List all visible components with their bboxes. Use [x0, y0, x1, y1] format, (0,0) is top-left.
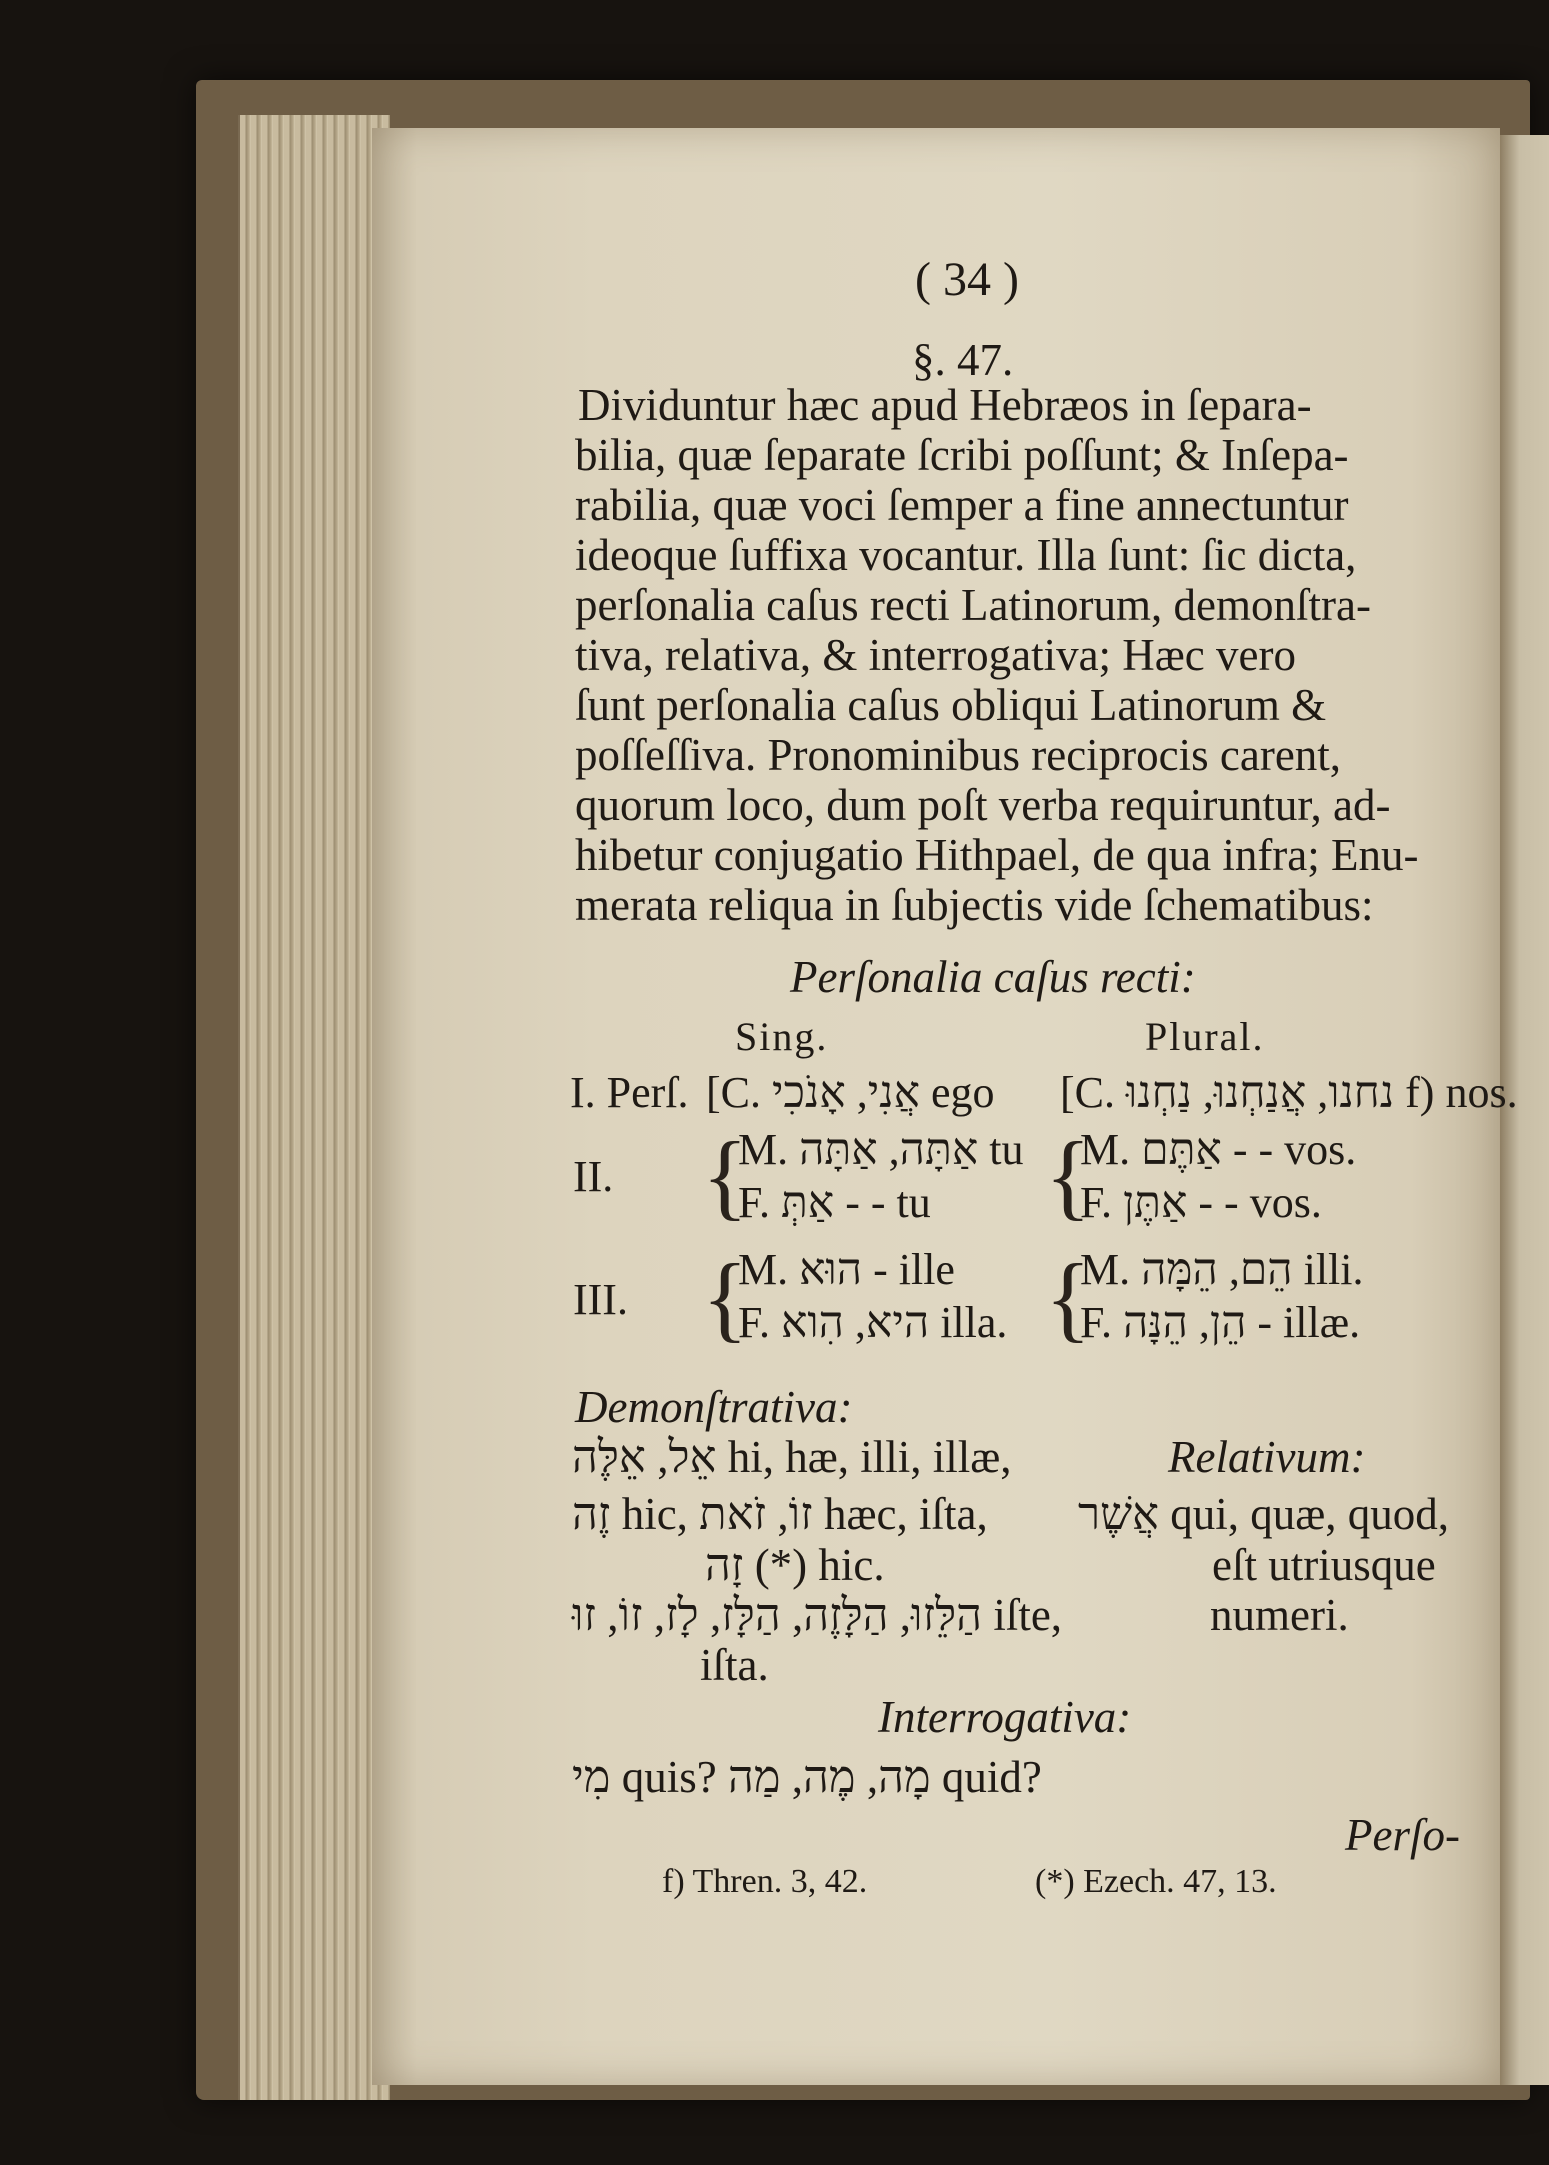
interrogativa-heading: Interrogativa: — [878, 1692, 1132, 1742]
sing-label: Sing. — [735, 1014, 829, 1059]
person1-sing: [C. אֲנִי, אָנֹכִי ego — [706, 1068, 995, 1117]
brace: { — [1045, 1122, 1092, 1229]
personalia-heading: Perſonalia caſus recti: — [790, 952, 1196, 1002]
person3-f-sing: F. היא, הִוא illa. — [738, 1298, 1008, 1347]
paragraph-line: rabilia, quæ voci ſemper a fine annectuntur — [575, 480, 1349, 530]
person3-label: III. — [573, 1275, 628, 1324]
relativum-heading: Relativum: — [1168, 1432, 1366, 1482]
page-number-header: ( 34 ) — [915, 253, 1019, 306]
demonstrativa-line: זָה (*) hic. — [705, 1540, 885, 1590]
footnote-star: (*) Ezech. 47, 13. — [1035, 1863, 1277, 1900]
person3-m-plural: M. הֵם, הֵמָּה illi. — [1080, 1245, 1364, 1294]
catchword: Perſo- — [1345, 1810, 1460, 1860]
paragraph-line: ſunt perſonalia caſus obliqui Latinorum & — [575, 680, 1327, 730]
relativum-line: אֲשֶׁר qui, quæ, quod, — [1078, 1489, 1450, 1539]
brace: { — [1045, 1244, 1092, 1351]
paragraph-line: Dividuntur hæc apud Hebræos in ſepara- — [578, 380, 1312, 430]
person1-plural: [C. נחנו, אֲנַחְנוּ, נַחְנוּ f) nos. — [1060, 1068, 1518, 1117]
person2-m-sing: M. אַתָּה, אַתָּה tu — [738, 1125, 1024, 1174]
person2-f-plural: F. אַתֶּן - - vos. — [1080, 1178, 1322, 1227]
demonstrativa-line: הַלֵּזוּ, הַלָּזֶה, הַלָּז, לָז, זוֹ, זוּ iſte, — [572, 1590, 1063, 1640]
section-number: §. 47. — [912, 335, 1014, 385]
paragraph-line: poſſeſſiva. Pronominibus reciprocis carent, — [575, 730, 1342, 780]
demonstrativa-line: זֶה hic, זוֹ, זֹאת hæc, iſta, — [572, 1489, 988, 1539]
person2-label: II. — [573, 1152, 614, 1201]
person1-label: I. Perſ. — [570, 1068, 689, 1117]
paragraph-line: quorum loco, dum poſt verba requiruntur, ad- — [575, 780, 1391, 830]
brace: { — [702, 1122, 749, 1229]
footnote-f: f) Thren. 3, 42. — [662, 1863, 868, 1900]
demonstrativa-line: אֵל, אֵלֶּה hi, hæ, illi, illæ, — [572, 1432, 1012, 1482]
demonstrativa-heading: Demonſtrativa: — [575, 1382, 853, 1432]
paragraph-line: hibetur conjugatio Hithpael, de qua infra; Enu- — [575, 830, 1419, 880]
demonstrativa-line: iſta. — [700, 1640, 769, 1690]
brace: { — [702, 1244, 749, 1351]
relativum-line: eſt utriusque — [1212, 1540, 1436, 1590]
paragraph-line: tiva, relativa, & interrogativa; Hæc vero — [575, 630, 1296, 680]
interrogativa-line: מִי quis? מָה, מֶה, מַה quid? — [572, 1752, 1042, 1802]
paragraph-line: bilia, quæ ſeparate ſcribi poſſunt; & Inſepa- — [575, 430, 1349, 480]
person3-f-plural: F. הֵן, הֵנָּה - illæ. — [1080, 1298, 1361, 1347]
paragraph-line: merata reliqua in ſubjectis vide ſchematibus: — [575, 880, 1374, 930]
person3-m-sing: M. הוּא - ille — [738, 1245, 955, 1294]
paragraph-line: perſonalia caſus recti Latinorum, demonſtra- — [575, 580, 1371, 630]
person2-f-sing: F. אַתְּ - - tu — [738, 1178, 931, 1227]
person2-m-plural: M. אַתֶּם - - vos. — [1080, 1125, 1357, 1174]
page-edges — [238, 115, 390, 2100]
relativum-line: numeri. — [1210, 1590, 1349, 1640]
paragraph-line: ideoque ſuffixa vocantur. Illa ſunt: ſic dicta, — [575, 530, 1357, 580]
plural-label: Plural. — [1145, 1014, 1265, 1059]
